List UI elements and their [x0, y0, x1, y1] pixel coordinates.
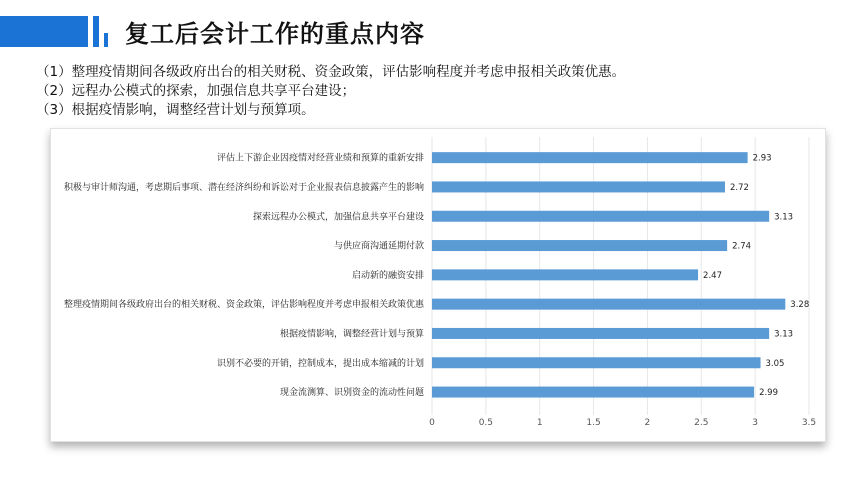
bar	[432, 357, 761, 368]
category-label: 与供应商沟通延期付款	[333, 241, 424, 252]
bar	[432, 299, 785, 310]
intro-line-1: （1）整理疫情期间各级政府出台的相关财税、资金政策，评估影响程度并考虑申报相关政策优惠。	[36, 64, 626, 80]
data-label: 2.99	[759, 388, 779, 399]
intro-line-2: （2）远程办公模式的探索，加强信息共享平台建设；	[36, 83, 356, 99]
data-label: 3.28	[790, 300, 810, 311]
category-label: 评估上下游企业因疫情对经营业绩和预算的重新安排	[216, 153, 424, 164]
bar	[432, 328, 769, 339]
category-label: 启动新的融资安排	[351, 270, 424, 281]
category-label: 现金流测算、识别资金的流动性问题	[279, 388, 424, 399]
chart-frame	[50, 128, 826, 442]
bar	[432, 152, 748, 163]
data-label: 2.93	[752, 153, 772, 164]
data-label: 2.74	[732, 241, 752, 252]
category-label: 根据疫情影响，调整经营计划与预算	[279, 329, 424, 340]
bar-chart	[51, 129, 825, 441]
title-accent-bar-short	[104, 33, 108, 47]
intro-line-3: （3）根据疫情影响，调整经营计划与预算项。	[36, 102, 315, 118]
bar	[432, 269, 698, 280]
title-accent-block	[0, 16, 88, 47]
data-label: 2.72	[729, 182, 749, 193]
category-label: 整理疫情期间各级政府出台的相关财税、资金政策，评估影响程度并考虑申报相关政策优惠	[63, 300, 424, 311]
x-tick-label: 3	[752, 418, 759, 428]
x-tick-label: 2	[644, 418, 651, 428]
data-label: 2.47	[703, 270, 722, 281]
x-tick-label: 0	[429, 418, 435, 428]
bar	[432, 240, 727, 251]
labels	[64, 152, 816, 428]
x-tick-label: 0.5	[478, 418, 494, 428]
intro-text	[36, 63, 836, 120]
bar	[432, 211, 769, 222]
x-tick-label: 1.5	[586, 418, 601, 428]
x-tick-label: 2.5	[694, 418, 709, 428]
data-label: 3.13	[774, 212, 794, 223]
category-label: 探索远程办公模式，加强信息共享平台建设	[252, 212, 424, 223]
category-label: 积极与审计师沟通，考虑期后事项、潜在经济纠纷和诉讼对于企业报表信息披露产生的影响	[63, 182, 424, 193]
data-label: 3.05	[765, 358, 785, 369]
title-accent-bar	[93, 16, 99, 47]
x-tick-label: 3.5	[801, 418, 817, 428]
category-label: 识别不必要的开销，控制成本，提出成本缩减的计划	[216, 358, 424, 369]
bar	[432, 181, 725, 192]
x-tick-label: 1	[536, 418, 543, 428]
bar	[432, 387, 754, 398]
data-label: 3.13	[774, 329, 794, 340]
page-title: 复工后会计工作的重点内容	[125, 20, 425, 48]
